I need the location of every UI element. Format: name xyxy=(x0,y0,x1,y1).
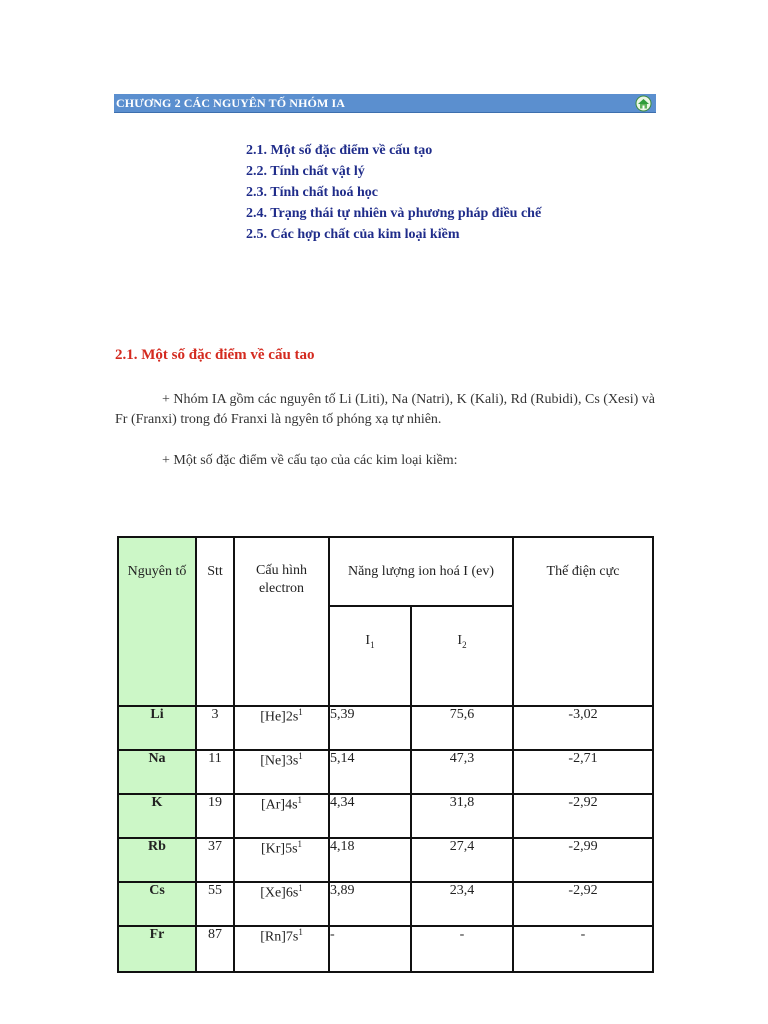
cell-potential: -2,92 xyxy=(513,794,653,838)
cell-i2: 75,6 xyxy=(411,706,513,750)
cell-element: Fr xyxy=(118,926,196,972)
cell-element: Na xyxy=(118,750,196,794)
config-superscript: 1 xyxy=(298,883,303,893)
cell-config xyxy=(234,794,329,838)
cell-i1: 5,14 xyxy=(329,750,411,794)
header-i2 xyxy=(411,606,513,706)
cell-config xyxy=(234,706,329,750)
config-text: [Xe]6s xyxy=(260,885,299,901)
cell-config xyxy=(234,750,329,794)
cell-stt: 11 xyxy=(196,750,234,794)
header-config-line2: electron xyxy=(258,581,305,596)
header-ionization xyxy=(329,537,513,606)
paragraph-structure-intro: + Một số đặc điểm về cấu tạo của các kim loại kiềm: xyxy=(162,453,458,468)
cell-i2: 47,3 xyxy=(411,750,513,794)
toc-item-natural-state[interactable]: 2.4. Trạng thái tự nhiên và phương pháp điều chế xyxy=(246,206,542,221)
header-i1-subscript: 1 xyxy=(370,639,375,650)
table-row xyxy=(118,750,653,794)
cell-config xyxy=(234,838,329,882)
toc-item-structure[interactable]: 2.1. Một số đặc điểm về cấu tạo xyxy=(246,143,433,158)
header-element-label: Nguyên tố xyxy=(127,564,187,579)
cell-i2: 27,4 xyxy=(411,838,513,882)
cell-i2: 23,4 xyxy=(411,882,513,926)
config-superscript: 1 xyxy=(297,795,303,805)
cell-stt: 55 xyxy=(196,882,234,926)
header-stt-label: Stt xyxy=(207,564,223,579)
cell-potential: -2,71 xyxy=(513,750,653,794)
header-element xyxy=(118,537,196,706)
header-i2-subscript: 2 xyxy=(462,639,467,650)
cell-element: Li xyxy=(118,706,196,750)
header-i1-label: I xyxy=(365,633,371,648)
table-row xyxy=(118,706,653,750)
cell-i1: - xyxy=(329,926,411,972)
config-superscript: 1 xyxy=(298,707,303,717)
header-potential xyxy=(513,537,653,706)
header-potential-label: Thế điện cực xyxy=(546,564,620,579)
config-text: [Rn]7s xyxy=(260,929,299,945)
alkali-metals-table xyxy=(117,536,654,973)
toc-item-compounds[interactable]: 2.5. Các hợp chất của kim loại kiềm xyxy=(246,227,460,242)
header-i1 xyxy=(329,606,411,706)
header-i2-label: I xyxy=(457,633,463,648)
cell-i2: - xyxy=(411,926,513,972)
cell-potential: -2,92 xyxy=(513,882,653,926)
cell-i1: 4,18 xyxy=(329,838,411,882)
cell-stt: 37 xyxy=(196,838,234,882)
cell-config xyxy=(234,926,329,972)
header-ionization-label: Năng lượng ion hoá I (ev) xyxy=(347,564,494,579)
table-row xyxy=(118,926,653,972)
section-heading: 2.1. Một số đặc điểm về cấu tao xyxy=(115,347,315,363)
header-config xyxy=(234,537,329,706)
table-row xyxy=(118,794,653,838)
cell-config xyxy=(234,882,329,926)
config-text: [He]2s xyxy=(260,709,299,725)
cell-stt: 3 xyxy=(196,706,234,750)
table-row xyxy=(118,882,653,926)
home-icon[interactable] xyxy=(635,95,652,112)
table-of-contents xyxy=(246,140,541,245)
cell-element: Rb xyxy=(118,838,196,882)
config-superscript: 1 xyxy=(298,751,303,761)
cell-potential: -3,02 xyxy=(513,706,653,750)
header-config-line1: Cấu hình xyxy=(256,563,307,578)
cell-stt: 19 xyxy=(196,794,234,838)
cell-potential: -2,99 xyxy=(513,838,653,882)
config-superscript: 1 xyxy=(298,927,303,937)
cell-i1: 4,34 xyxy=(329,794,411,838)
chapter-header-bar xyxy=(114,94,656,113)
config-text: [Ar]4s xyxy=(260,797,298,813)
cell-i1: 3,89 xyxy=(329,882,411,926)
header-stt xyxy=(196,537,234,706)
cell-i1: 5,39 xyxy=(329,706,411,750)
chapter-title: CHƯƠNG 2 CÁC NGUYÊN TỐ NHÓM IA xyxy=(116,96,346,110)
config-text: [Kr]5s xyxy=(260,841,298,857)
config-text: [Ne]3s xyxy=(260,753,299,769)
cell-stt: 87 xyxy=(196,926,234,972)
cell-i2: 31,8 xyxy=(411,794,513,838)
cell-potential: - xyxy=(513,926,653,972)
cell-element: K xyxy=(118,794,196,838)
toc-item-physical-properties[interactable]: 2.2. Tính chất vật lý xyxy=(246,164,365,179)
cell-element: Cs xyxy=(118,882,196,926)
toc-item-chemical-properties[interactable]: 2.3. Tính chất hoá học xyxy=(246,185,378,200)
paragraph-group-elements: + Nhóm IA gồm các nguyên tố Li (Liti), Na (Natri), K (Kali), Rd (Rubidi), Cs (Xesi) và Fr (Franxi) trong đó Franxi là ngyên tố phóng xạ tự nhiên. xyxy=(115,392,655,427)
config-superscript: 1 xyxy=(297,839,303,849)
table-row xyxy=(118,838,653,882)
